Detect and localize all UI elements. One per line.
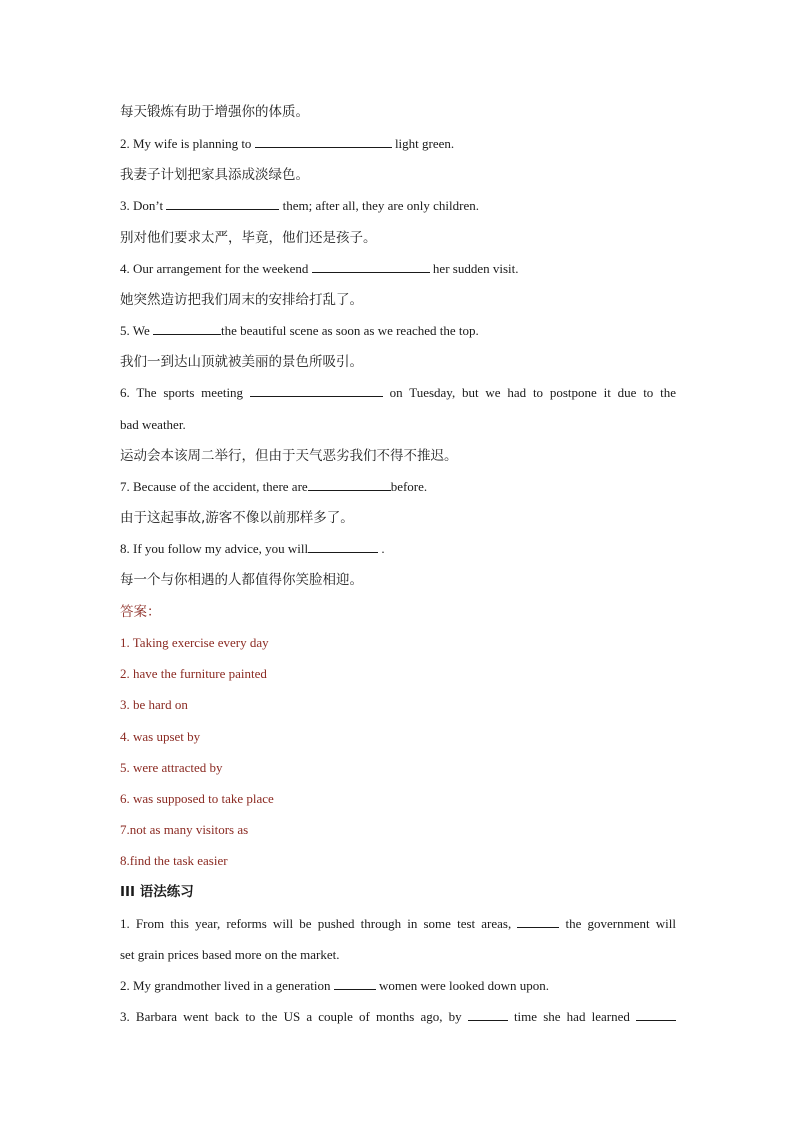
question-4-text-start: 4. Our arrangement for the weekend [120,261,312,276]
grammar-question-2-text-start: 2. My grandmother lived in a generation [120,978,334,993]
grammar-question-1-text-end: the government will [559,916,676,931]
grammar-blank-2[interactable] [334,977,376,990]
question-2-text-start: 2. My wife is planning to [120,136,255,151]
question-8 [120,540,676,558]
question-7-text-start: 7. Because of the accident, there are [120,479,308,494]
answer-3: 3. be hard on [120,697,188,712]
answer-blank-2[interactable] [255,135,392,148]
translation-6: 运动会本该周二举行，但由于天气恶劣我们不得不推迟。 [120,448,458,464]
grammar-blank-1[interactable] [517,915,559,928]
question-6-text-end: on Tuesday, but we had to postpone it due to the [382,385,676,400]
translation-8: 每一个与你相遇的人都值得你笑脸相迎。 [120,572,363,588]
answer-blank-8[interactable] [308,540,378,553]
question-8-text-start: 8. If you follow my advice, you will [120,541,309,556]
question-7 [120,478,676,496]
grammar-question-3 [120,1008,676,1026]
question-4-text-end: her sudden visit. [429,261,519,276]
question-6-text-start: 6. The sports meeting [120,385,250,400]
answer-blank-7[interactable] [308,478,391,491]
question-5-text-end: the beautiful scene as soon as we reached the top. [221,323,479,338]
answer-blank-5[interactable] [153,322,221,335]
grammar-question-1-continued: set grain prices based more on the market. [120,947,340,962]
grammar-blank-3a[interactable] [468,1008,508,1021]
question-3-text-start: 3. Don’t [120,198,167,213]
answer-blank-4[interactable] [312,260,430,273]
grammar-blank-3b[interactable] [636,1008,676,1021]
answer-4: 4. was upset by [120,729,201,744]
translation-3: 别对他们要求太严，毕竟，他们还是孩子。 [120,230,377,246]
answer-5: 5. were attracted by [120,760,223,775]
translation-5: 我们一到达山顶就被美丽的景色所吸引。 [120,354,363,370]
question-3 [120,197,676,215]
answer-6: 6. was supposed to take place [120,791,274,806]
question-2-text-end: light green. [391,136,455,151]
grammar-question-3-text-start: 3. Barbara went back to the US a couple of months ago, by [120,1009,468,1024]
grammar-question-2-text-end: women were looked down upon. [375,978,550,993]
question-6 [120,384,676,402]
answers-label: 答案： [120,604,161,620]
translation-7: 由于这起事故,游客不像以前那样多了。 [120,510,354,526]
answer-blank-6[interactable] [250,384,383,397]
question-6-continued: bad weather. [120,417,186,432]
question-5-text-start: 5. We [120,323,154,338]
question-4 [120,260,676,278]
question-7-text-end: before. [390,479,428,494]
translation-4: 她突然造访把我们周末的安排给打乱了。 [120,292,363,308]
answer-8: 8.find the task easier [120,853,228,868]
grammar-question-1 [120,915,676,933]
grammar-question-1-text-start: 1. From this year, reforms will be pushed through in some test areas, [120,916,518,931]
answer-1: 1. Taking exercise every day [120,635,269,650]
grammar-question-2 [120,977,676,995]
question-3-text-end: them; after all, they are only children. [279,198,479,213]
question-5 [120,322,676,340]
section-heading: III 语法练习 [120,884,194,900]
question-2 [120,135,676,153]
translation-1: 每天锻炼有助于增强你的体质。 [120,104,309,120]
translation-2: 我妻子计划把家具添成淡绿色。 [120,167,309,183]
answer-2: 2. have the furniture painted [120,666,267,681]
question-8-text-end: . [378,541,385,556]
answer-blank-3[interactable] [166,197,279,210]
answer-7: 7.not as many visitors as [120,822,249,837]
grammar-question-3-text-mid: time she had learned [507,1009,636,1024]
